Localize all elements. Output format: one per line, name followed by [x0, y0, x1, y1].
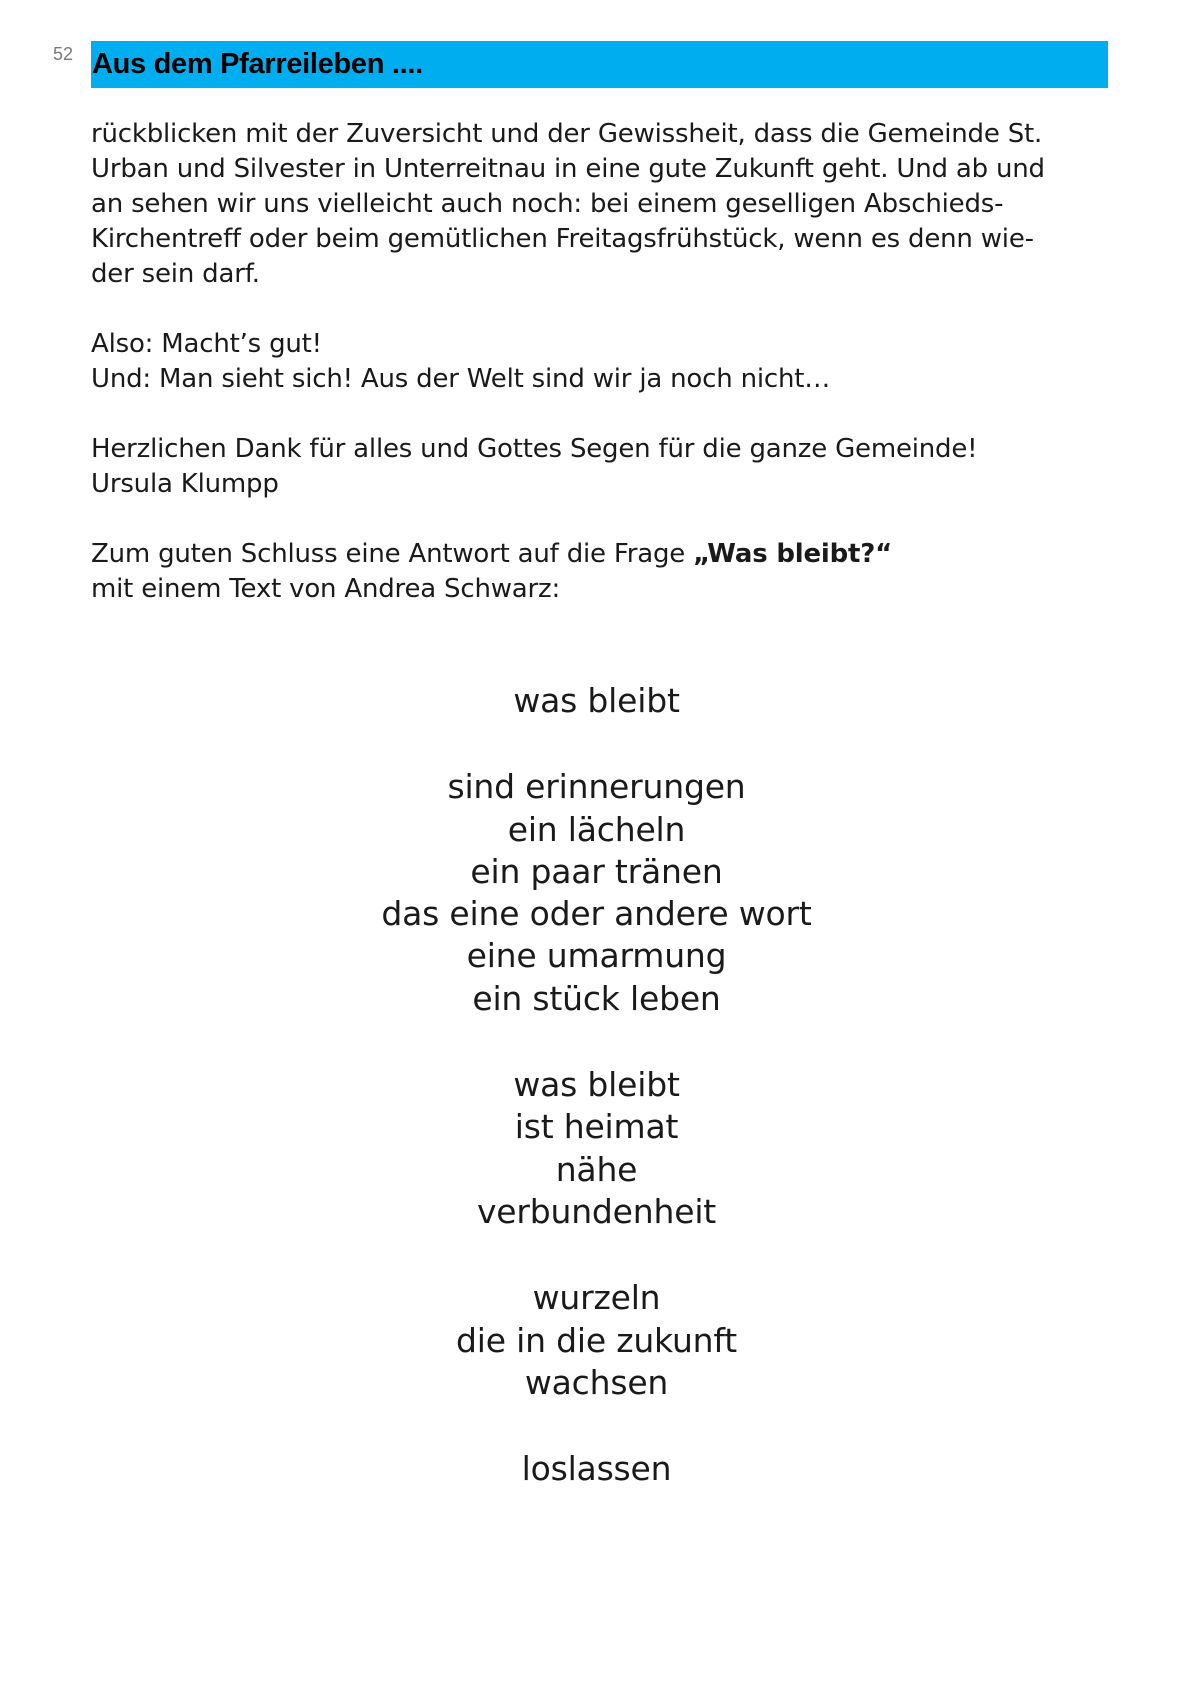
poem-stanza [0, 680, 1193, 722]
paragraph-thanks [91, 432, 1111, 502]
section-header-bar [91, 41, 1108, 88]
poem-line: loslassen [521, 1449, 672, 1489]
poem-line: die in die zukunft [456, 1320, 737, 1360]
poem-line: ein paar tränen [470, 851, 723, 891]
text-line: Herzlichen Dank für alles und Gottes Segen für die ganze Gemeinde! [91, 434, 978, 464]
paragraph-closing [91, 117, 1111, 292]
text-line: Kirchentreff oder beim gemütlichen Freitagsfrühstück, wenn es denn wie- [91, 224, 1034, 254]
poem-line: ein stück leben [472, 978, 721, 1018]
page-number: 52 [53, 44, 74, 64]
poem-line: ein lächeln [507, 809, 686, 849]
poem [0, 680, 1193, 1534]
poem-line: was bleibt [513, 681, 680, 720]
paragraph-intro [91, 537, 1111, 607]
poem-stanza [0, 1277, 1193, 1404]
text-line: Urban und Silvester in Unterreitnau in eine gute Zukunft geht. Und ab und [91, 154, 1045, 184]
intro-text: Zum guten Schluss eine Antwort auf die Frage [91, 539, 694, 569]
poem-line: was bleibt [513, 1065, 680, 1105]
text-line: mit einem Text von Andrea Schwarz: [91, 574, 561, 604]
poem-line: das eine oder andere wort [381, 894, 812, 934]
text-line [91, 537, 1111, 572]
section-title: Aus dem Pfarreileben .... [92, 48, 423, 80]
poem-line: wurzeln [532, 1278, 661, 1318]
text-line: an sehen wir uns vielleicht auch noch: bei einem geselligen Abschieds- [91, 189, 1004, 219]
poem-stanza [0, 766, 1193, 1020]
intro-question-bold: „Was bleibt?“ [693, 539, 893, 569]
text-line: rückblicken mit der Zuversicht und der Gewissheit, dass die Gemeinde St. [91, 119, 1043, 149]
text-line: Und: Man sieht sich! Aus der Welt sind wir ja noch nicht… [91, 364, 831, 394]
author-signature: Ursula Klumpp [91, 469, 279, 499]
poem-line: ist heimat [514, 1107, 679, 1147]
poem-line: verbundenheit [476, 1191, 717, 1231]
poem-stanza [0, 1448, 1193, 1490]
body-text [91, 117, 1111, 607]
poem-line: sind erinnerungen [447, 767, 746, 807]
poem-line: wachsen [524, 1362, 669, 1402]
paragraph-farewell [91, 327, 1111, 397]
poem-line: nähe [555, 1149, 638, 1189]
text-line: Also: Macht’s gut! [91, 329, 322, 359]
poem-stanza [0, 1064, 1193, 1233]
poem-line: eine umarmung [466, 936, 727, 976]
text-line: der sein darf. [91, 259, 260, 289]
